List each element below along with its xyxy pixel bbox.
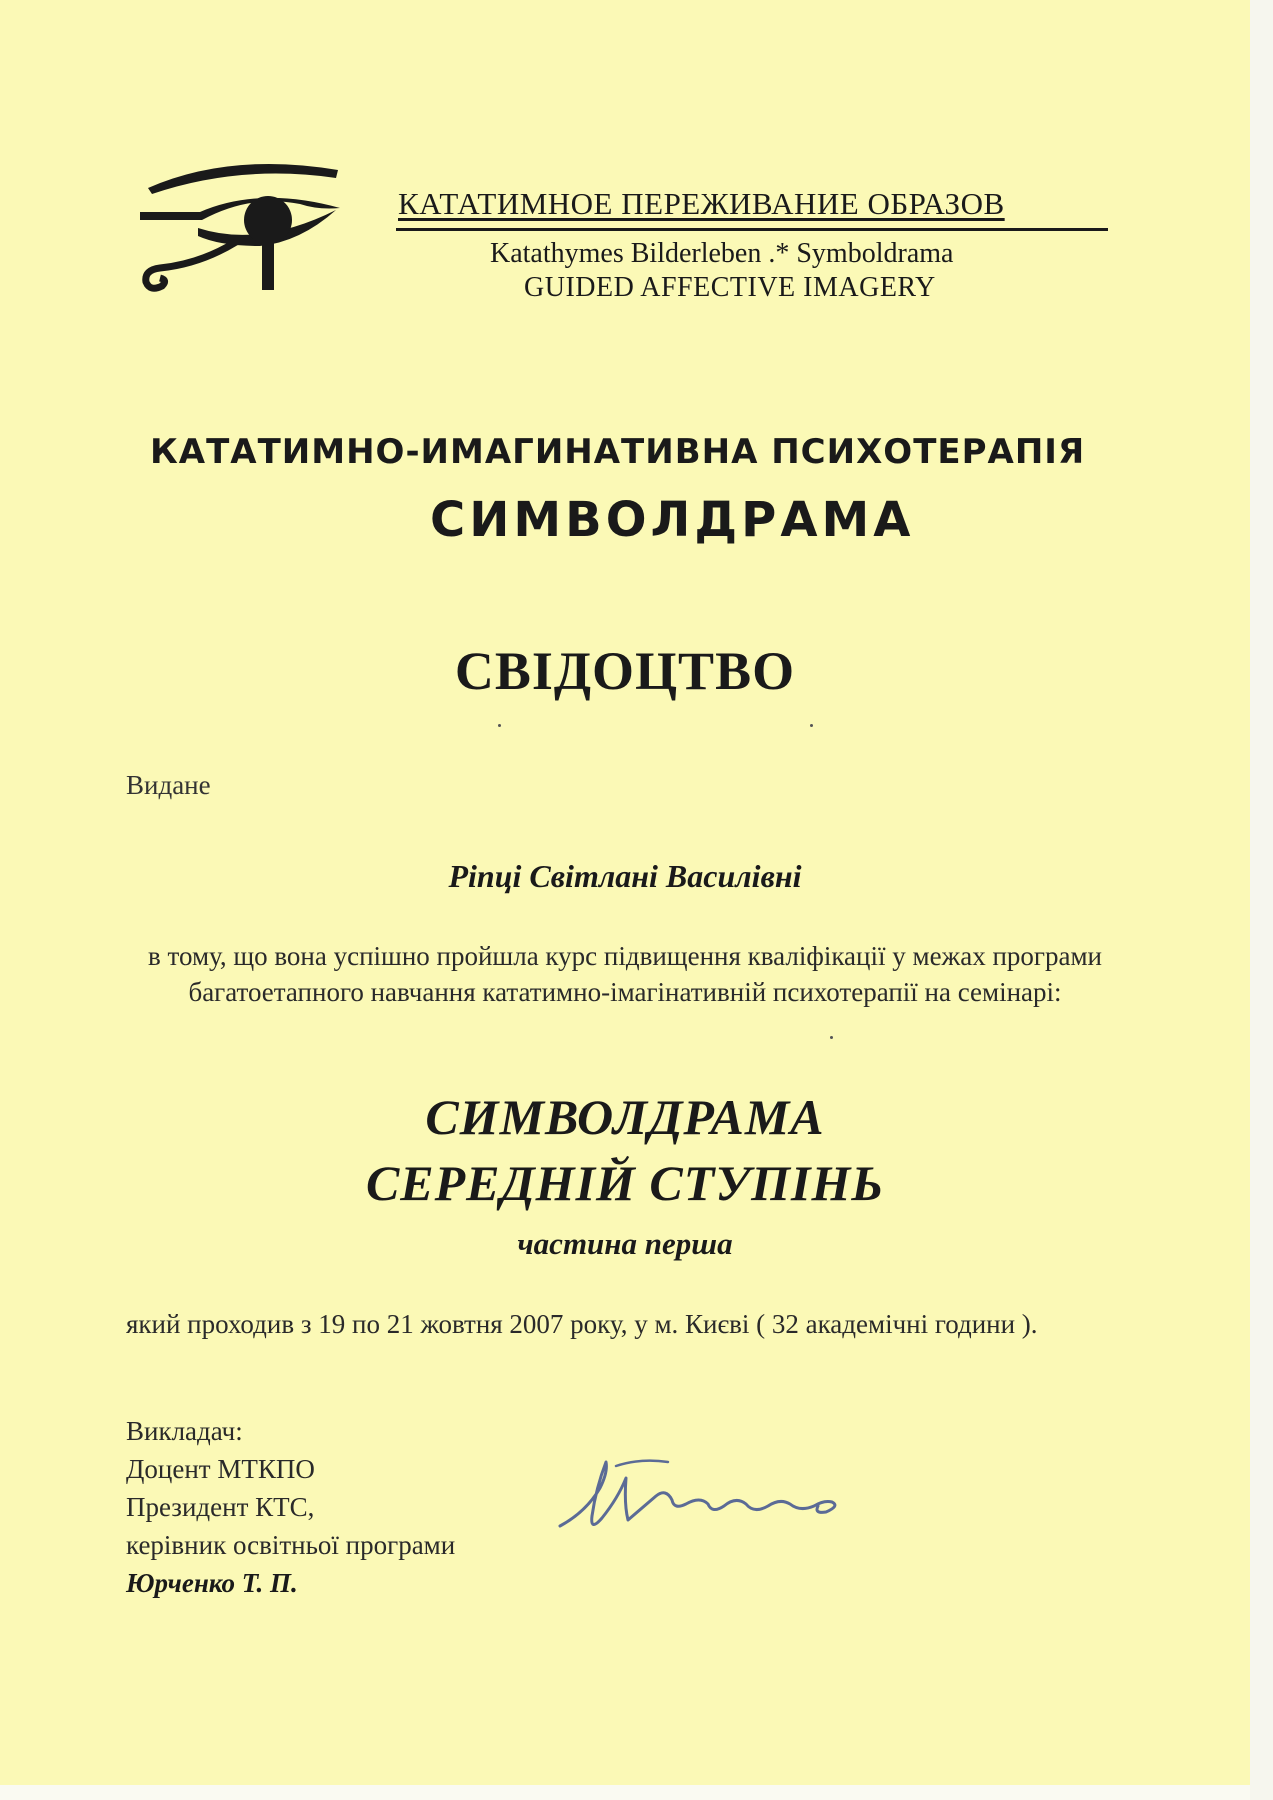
scan-speck (830, 1036, 833, 1039)
program-heading: КАТАТИМНО-ИМАГИНАТИВНА ПСИХОТЕРАПІЯ (150, 432, 1086, 472)
eye-of-horus-icon (140, 150, 360, 300)
certificate-title: СВІДОЦТВО (454, 641, 796, 701)
signature (556, 1448, 886, 1548)
teacher-position-2: Президент КТС, (126, 1492, 315, 1522)
scan-speck (498, 724, 501, 727)
certificate-body: в тому, що вона успішно пройшла курс підвищення кваліфікації у межах програми багатоетапного навчання кататимно-імагінативній психотерапії на семінарі: (148, 941, 1102, 1007)
org-name: КАТАТИМНОЕ ПЕРЕЖИВАНИЕ ОБРАЗОВ (398, 186, 1005, 221)
scan-speck (810, 724, 813, 727)
teacher-block (126, 1412, 455, 1602)
issued-label: Видане (126, 770, 211, 800)
scan-margin (1250, 0, 1273, 1800)
course-title: СИМВОЛДРАМА (425, 1089, 825, 1145)
recipient-name: Ріпці Світлані Василівні (448, 858, 802, 894)
teacher-name: Юрченко Т. П. (126, 1568, 298, 1598)
org-subtitle-de: Katathymes Bilderleben .* Symboldrama (490, 238, 954, 269)
org-divider (396, 228, 1108, 231)
course-level: СЕРЕДНІЙ СТУПІНЬ (365, 1155, 885, 1211)
teacher-position-1: Доцент МТКПО (126, 1454, 315, 1484)
teacher-position-3: керівник освітньої програми (126, 1530, 456, 1560)
program-name: СИМВОЛДРАМА (430, 492, 915, 548)
org-subtitle-en: GUIDED AFFECTIVE IMAGERY (524, 272, 936, 303)
teacher-label: Викладач: (126, 1416, 243, 1446)
course-part: частина перша (517, 1226, 733, 1261)
course-dates: який проходив з 19 по 21 жовтня 2007 року, у м. Києві ( 32 академічні години ). (126, 1309, 1038, 1339)
